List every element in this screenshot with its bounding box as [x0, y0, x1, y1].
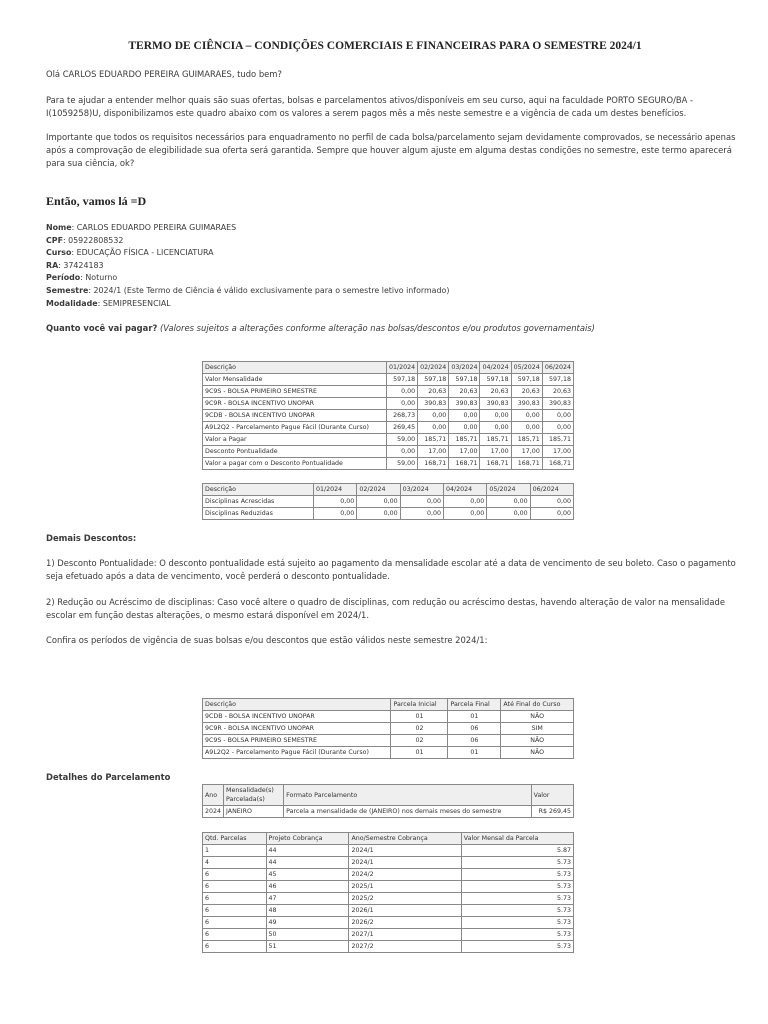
column-header: Formato Parcelamento	[284, 785, 532, 806]
discount-note-1: 1) Desconto Pontualidade: O desconto pontualidade está sujeito ao pagamento da mensalidade escolar até a data de vencimento de seu boleto. Caso o pagamento seja efetuado após a data de vencimento, você perderá o desconto pontualidade.	[46, 558, 736, 581]
table-cell: 9CDB - BOLSA INCENTIVO UNOPAR	[203, 410, 387, 422]
table-cell: 0,00	[386, 446, 417, 458]
table-cell: 2024/1	[349, 857, 461, 869]
info-semestre: Semestre: 2024/1 (Este Termo de Ciência é válido exclusivamente para o semestre letivo informado)	[46, 285, 450, 295]
table-cell: 17,00	[480, 446, 511, 458]
column-header: 01/2024	[314, 484, 357, 496]
table-cell: 0,00	[314, 496, 357, 508]
table-row	[203, 434, 574, 446]
table-cell: NÃO	[501, 747, 574, 759]
table-cell: 0,00	[449, 410, 480, 422]
table-row	[203, 386, 574, 398]
payment-question: Quanto você vai pagar? (Valores sujeitos a alterações conforme alteração nas bolsas/descontos e/ou produtos governamentais)	[46, 323, 595, 333]
table-cell: 2024	[203, 806, 224, 818]
table-cell: 5.73	[461, 881, 573, 893]
table-cell: 0,00	[400, 508, 443, 520]
table-cell: 48	[266, 905, 349, 917]
table-cell: 597,18	[511, 374, 542, 386]
table-cell: 06	[448, 723, 501, 735]
table-cell: 168,71	[511, 458, 542, 470]
table-cell: 5.73	[461, 905, 573, 917]
intro-paragraph-2: Importante que todos os requisitos necessários para enquadramento no perfil de cada bolsa/parcelamento sejam devidamente comprovados, se necessário apenas após a comprovação de elegibilidade sua oferta será garantida. Sempre que houver algum ajuste em alguma destas condições no semestre, este termo aparecerá para sua ciência, ok?	[46, 132, 736, 168]
table-cell: 0,00	[443, 496, 486, 508]
table-header-row	[203, 362, 574, 374]
table-cell: 0,00	[530, 496, 573, 508]
table-cell: 01	[448, 747, 501, 759]
table-cell: 269,45	[386, 422, 417, 434]
table-row	[203, 723, 574, 735]
table-cell: 0,00	[487, 508, 530, 520]
column-header: 04/2024	[480, 362, 511, 374]
table-cell: 17,00	[418, 446, 449, 458]
table-cell: 9C9R - BOLSA INCENTIVO UNOPAR	[203, 723, 391, 735]
table-cell: 9C9S - BOLSA PRIMEIRO SEMESTRE	[203, 386, 387, 398]
column-header: 01/2024	[386, 362, 417, 374]
table-cell: 2024/2	[349, 869, 461, 881]
table-cell: 4	[203, 857, 267, 869]
table-cell: Desconto Pontualidade	[203, 446, 387, 458]
table-cell: 51	[266, 941, 349, 953]
table-row	[203, 917, 574, 929]
column-header: Projeto Cobrança	[266, 833, 349, 845]
table-row	[203, 929, 574, 941]
column-header: Valor Mensal da Parcela	[461, 833, 573, 845]
table-cell: 597,18	[480, 374, 511, 386]
table-cell: 0,00	[357, 496, 400, 508]
table-cell: 268,73	[386, 410, 417, 422]
table-cell: 185,71	[418, 434, 449, 446]
table-cell: 17,00	[449, 446, 480, 458]
table-cell: A9L2Q2 - Parcelamento Pague Fácil (Durante Curso)	[203, 422, 387, 434]
table-cell: R$ 269,45	[531, 806, 573, 818]
table-cell: 168,71	[449, 458, 480, 470]
table-cell: 390,83	[418, 398, 449, 410]
table-cell: 5.73	[461, 929, 573, 941]
table-cell: 1	[203, 845, 267, 857]
table-cell: 6	[203, 941, 267, 953]
table-cell: JANEIRO	[224, 806, 284, 818]
table-cell: 5.87	[461, 845, 573, 857]
info-nome: Nome: CARLOS EDUARDO PEREIRA GUIMARAES	[46, 223, 237, 232]
table-row	[203, 893, 574, 905]
table-cell: 0,00	[386, 386, 417, 398]
table-cell: 0,00	[357, 508, 400, 520]
table-cell: 597,18	[418, 374, 449, 386]
table-cell: 5.73	[461, 857, 573, 869]
table-cell: Parcela a mensalidade de (JANEIRO) nos demais meses do semestre	[284, 806, 532, 818]
table-cell: 2026/2	[349, 917, 461, 929]
table-cell: 2025/1	[349, 881, 461, 893]
column-header: 02/2024	[418, 362, 449, 374]
table-cell: 20,63	[511, 386, 542, 398]
table-cell: 6	[203, 881, 267, 893]
info-modalidade: Modalidade: SEMIPRESENCIAL	[46, 298, 171, 308]
table-cell: 01	[391, 711, 448, 723]
intro-paragraph-1: Para te ajudar a entender melhor quais são suas ofertas, bolsas e parcelamentos ativos/disponíveis em seu curso, aqui na faculdade PORTO SEGURO/BA - I(1059258)U, disponibilizamos este quadro abaixo com os valores a serem pagos mês a mês neste semestre e a vigência de cada um destes benefícios.	[46, 95, 694, 118]
table-cell: Valor Mensalidade	[203, 374, 387, 386]
table-cell: 597,18	[449, 374, 480, 386]
table-row	[203, 905, 574, 917]
table-cell: 0,00	[400, 496, 443, 508]
demais-descontos-title: Demais Descontos:	[46, 533, 137, 543]
table-cell: 0,00	[487, 496, 530, 508]
column-header: 06/2024	[542, 362, 573, 374]
info-cpf: CPF: 05922808532	[46, 235, 124, 245]
table-cell: 185,71	[480, 434, 511, 446]
column-header: 04/2024	[443, 484, 486, 496]
table-cell: 9CDB - BOLSA INCENTIVO UNOPAR	[203, 711, 391, 723]
table-row	[203, 458, 574, 470]
table-cell: 06	[448, 735, 501, 747]
table-cell: 6	[203, 893, 267, 905]
table-cell: 5.73	[461, 869, 573, 881]
table-cell: 20,63	[418, 386, 449, 398]
table-cell: A9L2Q2 - Parcelamento Pague Fácil (Durante Curso)	[203, 747, 391, 759]
table-cell: 20,63	[449, 386, 480, 398]
table-header-row	[203, 785, 574, 806]
table-cell: 0,00	[443, 508, 486, 520]
table-cell: NÃO	[501, 735, 574, 747]
table-row	[203, 422, 574, 434]
disciplines-table	[202, 483, 574, 520]
table-cell: 0,00	[418, 422, 449, 434]
table-row	[203, 398, 574, 410]
table-cell: 02	[391, 723, 448, 735]
installment-schedule-table	[202, 832, 574, 953]
table-cell: 17,00	[542, 446, 573, 458]
table-cell: 44	[266, 857, 349, 869]
scholarship-validity-table	[202, 698, 574, 759]
table-cell: 0,00	[511, 410, 542, 422]
table-cell: 5.73	[461, 917, 573, 929]
table-cell: 47	[266, 893, 349, 905]
table-cell: 46	[266, 881, 349, 893]
table-header-row	[203, 833, 574, 845]
table-row	[203, 941, 574, 953]
table-cell: 390,83	[449, 398, 480, 410]
table-cell: 5.73	[461, 893, 573, 905]
table-header-row	[203, 484, 574, 496]
table-row	[203, 496, 574, 508]
table-row	[203, 747, 574, 759]
column-header: Parcela Final	[448, 699, 501, 711]
column-header: 05/2024	[511, 362, 542, 374]
document-title: TERMO DE CIÊNCIA – CONDIÇÕES COMERCIAIS E FINANCEIRAS PARA O SEMESTRE 2024/1	[128, 40, 642, 52]
column-header: 06/2024	[530, 484, 573, 496]
table-cell: 2024/1	[349, 845, 461, 857]
table-cell: 0,00	[386, 398, 417, 410]
table-row	[203, 735, 574, 747]
table-cell: 01	[391, 747, 448, 759]
student-info	[46, 222, 449, 310]
table-cell: 2027/2	[349, 941, 461, 953]
table-cell: 50	[266, 929, 349, 941]
table-cell: 185,71	[542, 434, 573, 446]
table-row	[203, 806, 574, 818]
table-cell: 0,00	[418, 410, 449, 422]
table-cell: 168,71	[480, 458, 511, 470]
table-cell: 9C9R - BOLSA INCENTIVO UNOPAR	[203, 398, 387, 410]
column-header: 03/2024	[400, 484, 443, 496]
table-cell: SIM	[501, 723, 574, 735]
table-cell: 597,18	[386, 374, 417, 386]
table-cell: 9C9S - BOLSA PRIMEIRO SEMESTRE	[203, 735, 391, 747]
table-cell: 6	[203, 929, 267, 941]
column-header: 02/2024	[357, 484, 400, 496]
table-cell: NÃO	[501, 711, 574, 723]
table-cell: 2026/1	[349, 905, 461, 917]
table-cell: 0,00	[542, 422, 573, 434]
table-cell: 0,00	[511, 422, 542, 434]
table-cell: 44	[266, 845, 349, 857]
table-cell: 168,71	[542, 458, 573, 470]
table-cell: 0,00	[480, 422, 511, 434]
table-row	[203, 857, 574, 869]
table-cell: Disciplinas Reduzidas	[203, 508, 314, 520]
validity-intro: Confira os períodos de vigência de suas bolsas e/ou descontos que estão válidos neste semestre 2024/1:	[46, 635, 488, 645]
table-row	[203, 711, 574, 723]
table-cell: Valor a Pagar	[203, 434, 387, 446]
table-cell: 59,00	[386, 434, 417, 446]
table-row	[203, 508, 574, 520]
column-header: Ano/Semestre Cobrança	[349, 833, 461, 845]
table-cell: 390,83	[511, 398, 542, 410]
table-cell: 185,71	[449, 434, 480, 446]
column-header: Descrição	[203, 362, 387, 374]
column-header: 05/2024	[487, 484, 530, 496]
monthly-payment-table	[202, 361, 574, 470]
table-cell: 20,63	[480, 386, 511, 398]
info-curso: Curso: EDUCAÇÃO FÍSICA - LICENCIATURA	[46, 248, 214, 258]
table-cell: 0,00	[530, 508, 573, 520]
table-cell: 5.73	[461, 941, 573, 953]
column-header: Parcela Inicial	[391, 699, 448, 711]
info-ra: RA: 37424183	[46, 260, 104, 270]
column-header: Descrição	[203, 699, 391, 711]
table-cell: 390,83	[480, 398, 511, 410]
table-header-row	[203, 699, 574, 711]
column-header: Descrição	[203, 484, 314, 496]
table-cell: 2027/1	[349, 929, 461, 941]
discount-note-2: 2) Redução ou Acréscimo de disciplinas: Caso você altere o quadro de disciplinas, com redução ou acréscimo destas, havendo alteração de valor na mensalidade escolar em função destas alterações, o mesmo estará disponível em 2024/1.	[46, 597, 725, 620]
table-cell: 01	[448, 711, 501, 723]
table-cell: 45	[266, 869, 349, 881]
info-periodo: Período: Noturno	[46, 273, 118, 283]
table-cell: Disciplinas Acrescidas	[203, 496, 314, 508]
table-cell: 0,00	[542, 410, 573, 422]
section-heading: Então, vamos lá =D	[46, 194, 147, 208]
table-cell: 0,00	[449, 422, 480, 434]
column-header: 03/2024	[449, 362, 480, 374]
table-cell: 20,63	[542, 386, 573, 398]
table-row	[203, 869, 574, 881]
table-cell: 597,18	[542, 374, 573, 386]
column-header: Qtd. Parcelas	[203, 833, 267, 845]
table-row	[203, 446, 574, 458]
table-cell: 0,00	[480, 410, 511, 422]
column-header: Ano	[203, 785, 224, 806]
column-header: Até Final do Curso	[501, 699, 574, 711]
table-cell: 168,71	[418, 458, 449, 470]
table-cell: 185,71	[511, 434, 542, 446]
table-cell: 6	[203, 869, 267, 881]
greeting: Olá CARLOS EDUARDO PEREIRA GUIMARAES, tudo bem?	[46, 69, 282, 79]
installment-format-table	[202, 784, 574, 818]
table-cell: 17,00	[511, 446, 542, 458]
table-row	[203, 881, 574, 893]
table-cell: 59,00	[386, 458, 417, 470]
table-cell: 49	[266, 917, 349, 929]
table-row	[203, 410, 574, 422]
table-cell: 2025/2	[349, 893, 461, 905]
table-row	[203, 374, 574, 386]
table-cell: 6	[203, 917, 267, 929]
table-cell: 0,00	[314, 508, 357, 520]
column-header: Mensalidade(s) Parcelada(s)	[224, 785, 284, 806]
installment-details-title: Detalhes do Parcelamento	[46, 772, 171, 782]
table-cell: 390,83	[542, 398, 573, 410]
table-row	[203, 845, 574, 857]
table-cell: 02	[391, 735, 448, 747]
table-cell: Valor a pagar com o Desconto Pontualidade	[203, 458, 387, 470]
column-header: Valor	[531, 785, 573, 806]
table-cell: 6	[203, 905, 267, 917]
